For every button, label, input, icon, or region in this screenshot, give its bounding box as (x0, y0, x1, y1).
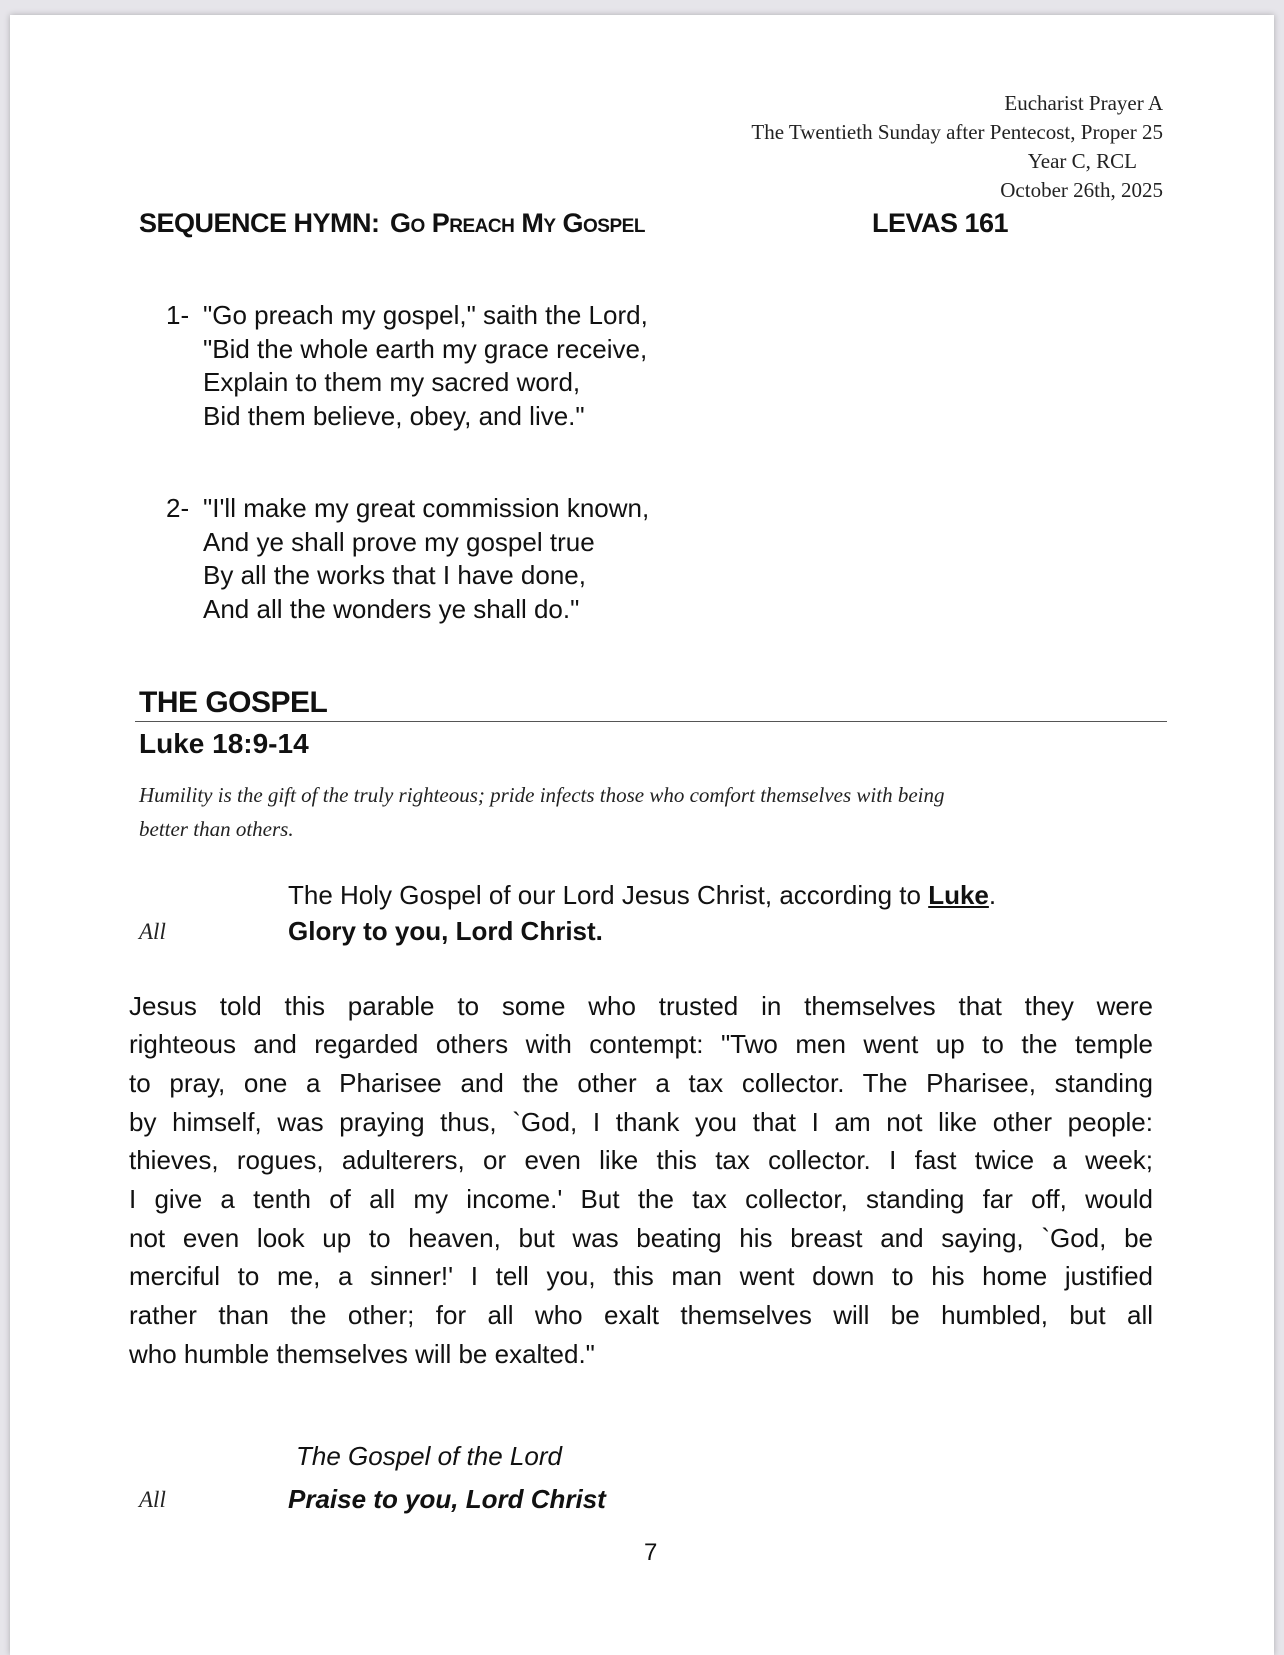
announce-book: Luke (928, 880, 989, 910)
gospel-text-line: merciful to me, a sinner!' I tell you, this man went down to his home justified (129, 1261, 1153, 1291)
gospel-text-line: by himself, was praying thus, `God, I thank you that I am not like other people: (129, 1107, 1153, 1137)
gospel-text-line: I give a tenth of all my income.' But the tax collector, standing far off, would (129, 1184, 1153, 1214)
verse-line: "I'll make my great commission known, (203, 493, 650, 523)
verse-line: Explain to them my sacred word, (203, 367, 581, 397)
all-label: All (139, 1487, 166, 1512)
verse-number: 1- (166, 300, 190, 330)
header-line: Eucharist Prayer A (1004, 91, 1163, 115)
hymn-title: Go Preach My Gospel (390, 208, 645, 238)
header-line: The Twentieth Sunday after Pentecost, Proper 25 (751, 120, 1163, 144)
gospel-text-line: to pray, one a Pharisee and the other a tax collector. The Pharisee, standing (129, 1068, 1153, 1098)
verse-line: Bid them believe, obey, and live." (203, 401, 585, 431)
header-line: October 26th, 2025 (1000, 178, 1163, 202)
announce-prefix: The Holy Gospel of our Lord Jesus Christ, according to (288, 880, 929, 910)
verse-line: "Bid the whole earth my grace receive, (203, 334, 648, 364)
verse-line: "Go preach my gospel," saith the Lord, (203, 300, 648, 330)
gospel-reference: Luke 18:9-14 (139, 728, 309, 759)
announce-suffix: . (988, 880, 997, 910)
verse-line: And all the wonders ye shall do." (203, 594, 580, 624)
gospel-summary-line: Humility is the gift of the truly righteous; pride infects those who comfort themselves with being (139, 783, 945, 807)
section-divider (135, 721, 1167, 722)
verse-line: By all the works that I have done, (203, 560, 586, 590)
gospel-text-line: rather than the other; for all who exalt themselves will be humbled, but all (129, 1300, 1153, 1330)
gospel-text-line: thieves, rogues, adulterers, or even like this tax collector. I fast twice a week; (129, 1145, 1153, 1175)
all-label: All (139, 919, 166, 944)
gospel-heading: THE GOSPEL (139, 686, 328, 719)
gospel-response: Glory to you, Lord Christ. (288, 916, 603, 946)
gospel-announcement (288, 880, 996, 911)
hymn-label: SEQUENCE HYMN: (139, 208, 380, 238)
gospel-closing: The Gospel of the Lord (296, 1441, 562, 1471)
verse-number: 2- (166, 493, 190, 523)
verse-line: And ye shall prove my gospel true (203, 527, 595, 557)
header-line: Year C, RCL (1027, 149, 1137, 173)
gospel-text-line: who humble themselves will be exalted." (129, 1339, 595, 1369)
gospel-text-line: not even look up to heaven, but was beating his breast and saying, `God, be (129, 1223, 1153, 1253)
hymn-number: LEVAS 161 (872, 208, 1009, 238)
page-number: 7 (644, 1539, 658, 1566)
gospel-closing-response: Praise to you, Lord Christ (288, 1484, 606, 1514)
gospel-text-line: Jesus told this parable to some who trusted in themselves that they were (129, 991, 1153, 1021)
gospel-summary-line: better than others. (139, 817, 294, 841)
gospel-text-line: righteous and regarded others with contempt: "Two men went up to the temple (129, 1029, 1153, 1059)
